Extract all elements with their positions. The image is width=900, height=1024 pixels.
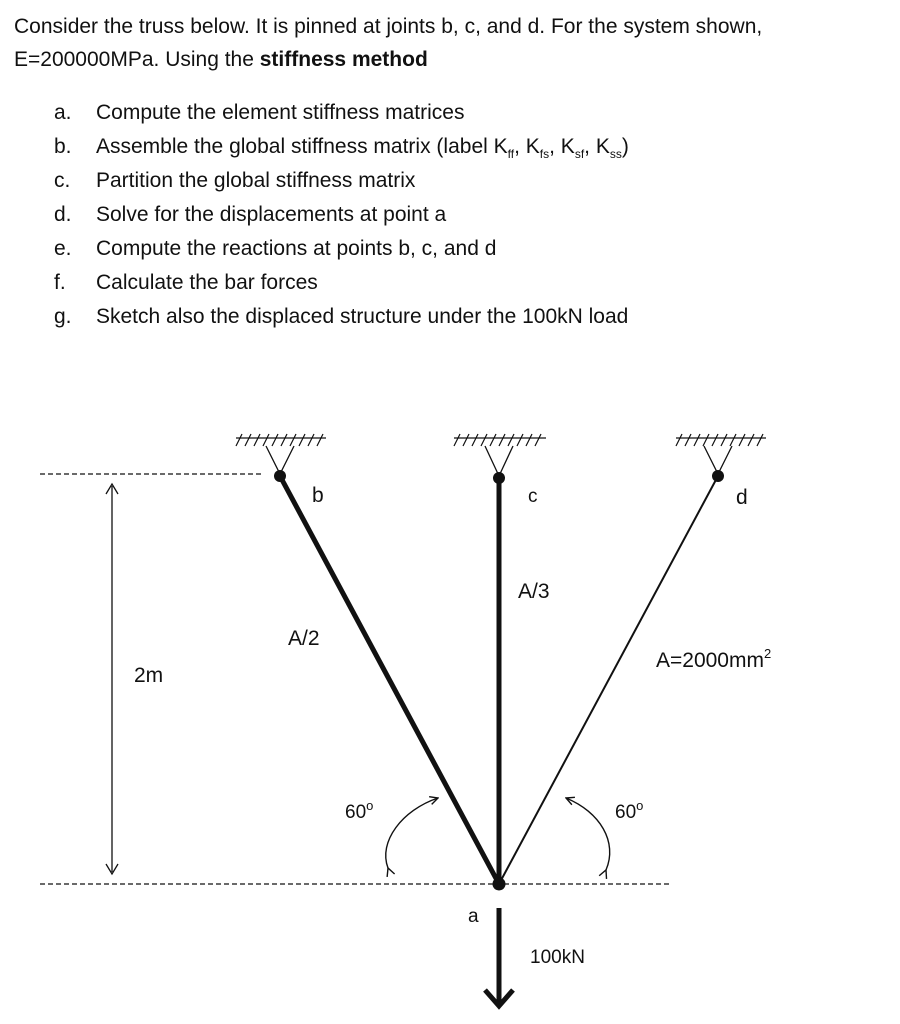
member-ab bbox=[280, 476, 499, 884]
task-letter: e. bbox=[54, 237, 72, 260]
task-text: Compute the reactions at points b, c, and d bbox=[96, 237, 497, 260]
task-text: Partition the global stiffness matrix bbox=[96, 169, 416, 192]
angle-left-value: 60 bbox=[345, 802, 367, 823]
stiffness-method-emphasis: stiffness method bbox=[259, 48, 428, 71]
angle-right-value: 60 bbox=[615, 802, 637, 823]
label-height: 2m bbox=[134, 664, 164, 687]
label-joint-c: c bbox=[528, 486, 538, 507]
task-text: Assemble the global stiffness matrix (label K bbox=[96, 135, 508, 158]
label-joint-b: b bbox=[312, 484, 324, 507]
label-area-ac: A/3 bbox=[518, 580, 550, 603]
joint-c-node bbox=[493, 472, 505, 484]
support-c bbox=[454, 434, 546, 476]
angle-arc-right bbox=[566, 798, 610, 870]
intro-line-2-text: E=200000MPa. Using the bbox=[14, 48, 260, 71]
task-letter: b. bbox=[54, 135, 72, 158]
joint-a-node bbox=[493, 878, 506, 891]
degree-mark: o bbox=[366, 798, 374, 813]
task-text-sep: , K bbox=[514, 135, 540, 158]
label-area-ab: A/2 bbox=[288, 627, 320, 650]
label-angle-right bbox=[615, 798, 643, 823]
task-text: Calculate the bar forces bbox=[96, 271, 318, 294]
task-text: Compute the element stiffness matrices bbox=[96, 101, 465, 124]
member-ad bbox=[499, 476, 718, 884]
angle-arc-left bbox=[386, 798, 438, 868]
task-letter: c. bbox=[54, 169, 71, 192]
area-ad-text: A=2000mm bbox=[656, 649, 764, 672]
subscript-ss: ss bbox=[609, 147, 622, 162]
label-area-ad bbox=[656, 646, 771, 672]
degree-mark: o bbox=[636, 798, 644, 813]
task-text-end: ) bbox=[621, 135, 629, 158]
task-text: Sketch also the displaced structure under the 100kN load bbox=[96, 305, 629, 328]
label-angle-left bbox=[345, 798, 373, 823]
subscript-sf: sf bbox=[574, 147, 585, 162]
label-load: 100kN bbox=[530, 947, 585, 968]
task-letter: g. bbox=[54, 305, 72, 328]
task-text-sep: , K bbox=[549, 135, 575, 158]
task-text-sep: , K bbox=[584, 135, 610, 158]
label-joint-a: a bbox=[468, 906, 479, 927]
area-ad-exponent: 2 bbox=[763, 646, 772, 661]
intro-line-1: Consider the truss below. It is pinned at joints b, c, and d. For the system shown, bbox=[14, 15, 763, 38]
task-text: Solve for the displacements at point a bbox=[96, 203, 447, 226]
task-letter: a. bbox=[54, 101, 72, 124]
joint-d-node bbox=[712, 470, 724, 482]
subscript-fs: fs bbox=[539, 147, 550, 162]
support-b bbox=[236, 434, 326, 474]
subscript-ff: ff bbox=[507, 147, 515, 162]
support-d bbox=[676, 434, 766, 474]
label-joint-d: d bbox=[736, 486, 748, 509]
joint-b-node bbox=[274, 470, 286, 482]
task-letter: d. bbox=[54, 203, 72, 226]
task-letter: f. bbox=[54, 271, 66, 294]
